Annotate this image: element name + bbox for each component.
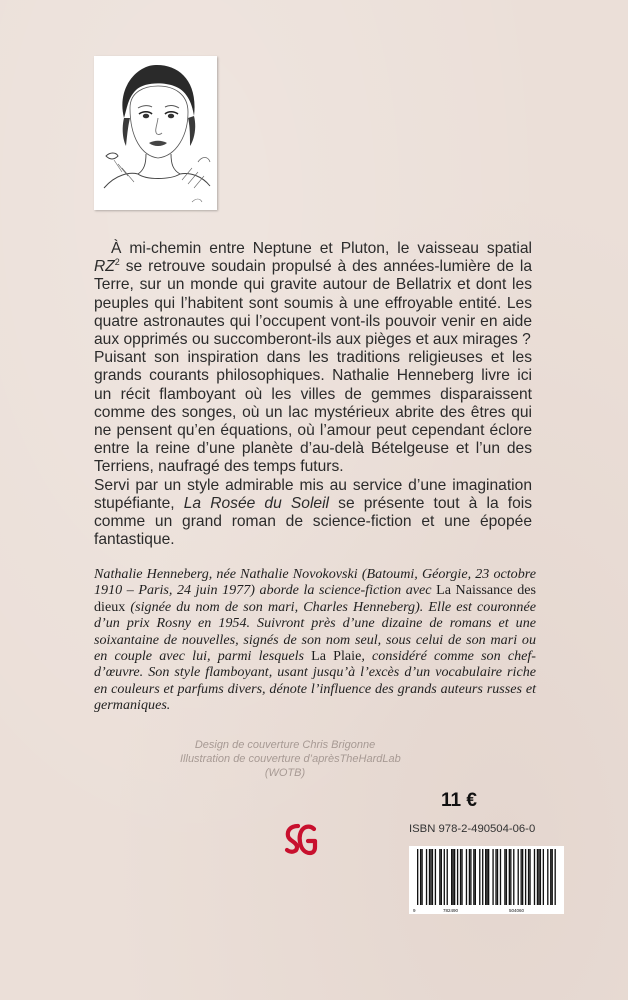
book-title: La Rosée du Soleil — [183, 494, 330, 512]
barcode-digits-right: 504060 — [509, 908, 525, 913]
bio-text: , considéré comme son chef-d’œuvre. Son style flamboyant, usant jusqu’à l’excès d’un vocabulaire riche en couleurs et parfums divers, dénote l’influence des grands auteurs russes et germaniques. — [94, 648, 536, 714]
barcode-bar — [522, 849, 523, 905]
barcode-bar — [429, 849, 430, 905]
barcode-bar — [460, 849, 461, 905]
barcode-bar — [487, 849, 488, 905]
barcode-bar — [550, 849, 551, 905]
barcode-bar — [537, 849, 538, 905]
barcode-bar — [475, 849, 476, 905]
blurb-paragraph-1 — [94, 240, 532, 349]
barcode-bar — [451, 849, 452, 905]
sg-publisher-logo-icon — [284, 822, 318, 858]
barcode-bar — [552, 849, 553, 905]
blurb-paragraph-3 — [94, 477, 532, 550]
barcode-bar — [457, 849, 458, 905]
price-label: 11 € — [441, 790, 477, 811]
barcode-bar — [447, 849, 448, 905]
design-credit: Design de couverture Chris Brigonne — [194, 739, 376, 751]
cover-credits — [180, 738, 401, 780]
barcode-bar — [479, 849, 480, 905]
blurb-text: À mi-chemin entre Neptune et Pluton, le vaisseau spatial — [111, 240, 532, 257]
barcode-bar — [432, 849, 433, 905]
bio-text: (signée du nom de son mari, Charles Henneberg). Elle est couronnée d’un prix Rosny en 1954. Suivront près d’une dizaine de romans et une soixantaine de nouvelles, signés de son nom seul, sous celui de son mari ou en couple avec lui, parmi lesquels — [94, 598, 536, 665]
barcode-bar — [488, 849, 489, 905]
barcode-bar — [555, 849, 556, 905]
barcode-bar — [543, 849, 544, 905]
bio-text: Nathalie Henneberg, née Nathalie Novokovski (Batoumi, Géorgie, 23 octobre 1910 – Paris, 24 juin 1977) aborde la science-fiction avec — [94, 566, 536, 599]
barcode-bar — [534, 849, 535, 905]
ship-name: RZ — [94, 258, 115, 276]
barcode-bar — [420, 849, 421, 905]
barcode-bar — [540, 849, 541, 905]
blurb-paragraph-2: Puisant son inspiration dans les traditions religieuses et les grands courants philosophiques. Nathalie Henneberg livre ici un récit flamboyant où les villes de gemmes disparaissent comme des songes, où un lac mystérieux abrite des êtres qui ne pensent qu’en équations, où l’amour peut cependant éclore entre la reine d’une planète d’au-delà Bételgeuse et l’un des Terriens, naufragé des temps futurs. — [94, 349, 532, 476]
isbn-barcode — [409, 846, 564, 914]
barcode-bar — [525, 849, 526, 905]
barcode-bar — [439, 849, 440, 905]
barcode-bar — [461, 849, 462, 905]
blurb-text: se présente tout à la fois comme un grand roman de science-fiction et une épopée fantastique. — [94, 494, 532, 549]
blurb-text: se retrouve soudain propulsé à des années-lumière de la Terre, sur un monde qui gravite autour de Bellatrix et dont les peuples qui l’habitent sont soumis à une effroyable entité. Les quatre astronautes qui l’occupent vont-ils pouvoir venir en aide aux opprimés ou succomberont-ils aux pièges et aux mirages ? — [94, 258, 532, 349]
barcode-bar — [469, 849, 470, 905]
author-biography — [94, 566, 536, 714]
barcode-bar — [521, 849, 522, 905]
barcode-bar — [497, 849, 498, 905]
bio-book-title: La Naissance des dieux — [94, 582, 536, 615]
barcode-bar — [513, 849, 514, 905]
barcode-bar — [441, 849, 442, 905]
barcode-bar — [466, 849, 467, 905]
barcode-bar — [547, 849, 548, 905]
blurb-text: Servi par un style admirable mis au service d’une imagination stupéfiante, — [94, 476, 532, 512]
ship-name-superscript: 2 — [114, 257, 120, 268]
barcode-bar — [470, 849, 471, 905]
illustration-credit-tag: (WOTB) — [264, 767, 306, 779]
barcode-bar — [492, 849, 493, 905]
barcode-bar — [485, 849, 486, 905]
portrait-drawing-icon — [94, 56, 217, 210]
barcode-bar — [509, 849, 510, 905]
barcode-bar — [518, 849, 519, 905]
barcode-bar — [444, 849, 445, 905]
barcode-bar — [482, 849, 483, 905]
illustration-credit: Illustration de couverture d’aprèsTheHardLab — [180, 753, 401, 765]
back-cover-blurb — [94, 240, 532, 549]
barcode-digit-left: 9 — [413, 908, 416, 913]
isbn-label: ISBN 978-2-490504-06-0 — [409, 823, 536, 835]
barcode-bar — [510, 849, 511, 905]
barcode-bar — [506, 849, 507, 905]
barcode-digits-mid: 782490 — [443, 908, 459, 913]
barcode-bar — [529, 849, 530, 905]
barcode-bar — [504, 849, 505, 905]
barcode-bar — [452, 849, 453, 905]
barcode-bar — [528, 849, 529, 905]
barcode-bar — [473, 849, 474, 905]
author-portrait — [94, 56, 217, 210]
barcode-bar — [538, 849, 539, 905]
barcode-bar — [417, 849, 418, 905]
barcode-bar — [426, 849, 427, 905]
bio-book-title: La Plaie — [311, 648, 362, 665]
barcode-bar — [430, 849, 431, 905]
barcode-bar — [435, 849, 436, 905]
barcode-bar — [421, 849, 422, 905]
barcode-bar — [495, 849, 496, 905]
barcode-bar — [500, 849, 501, 905]
barcode-bar — [454, 849, 455, 905]
